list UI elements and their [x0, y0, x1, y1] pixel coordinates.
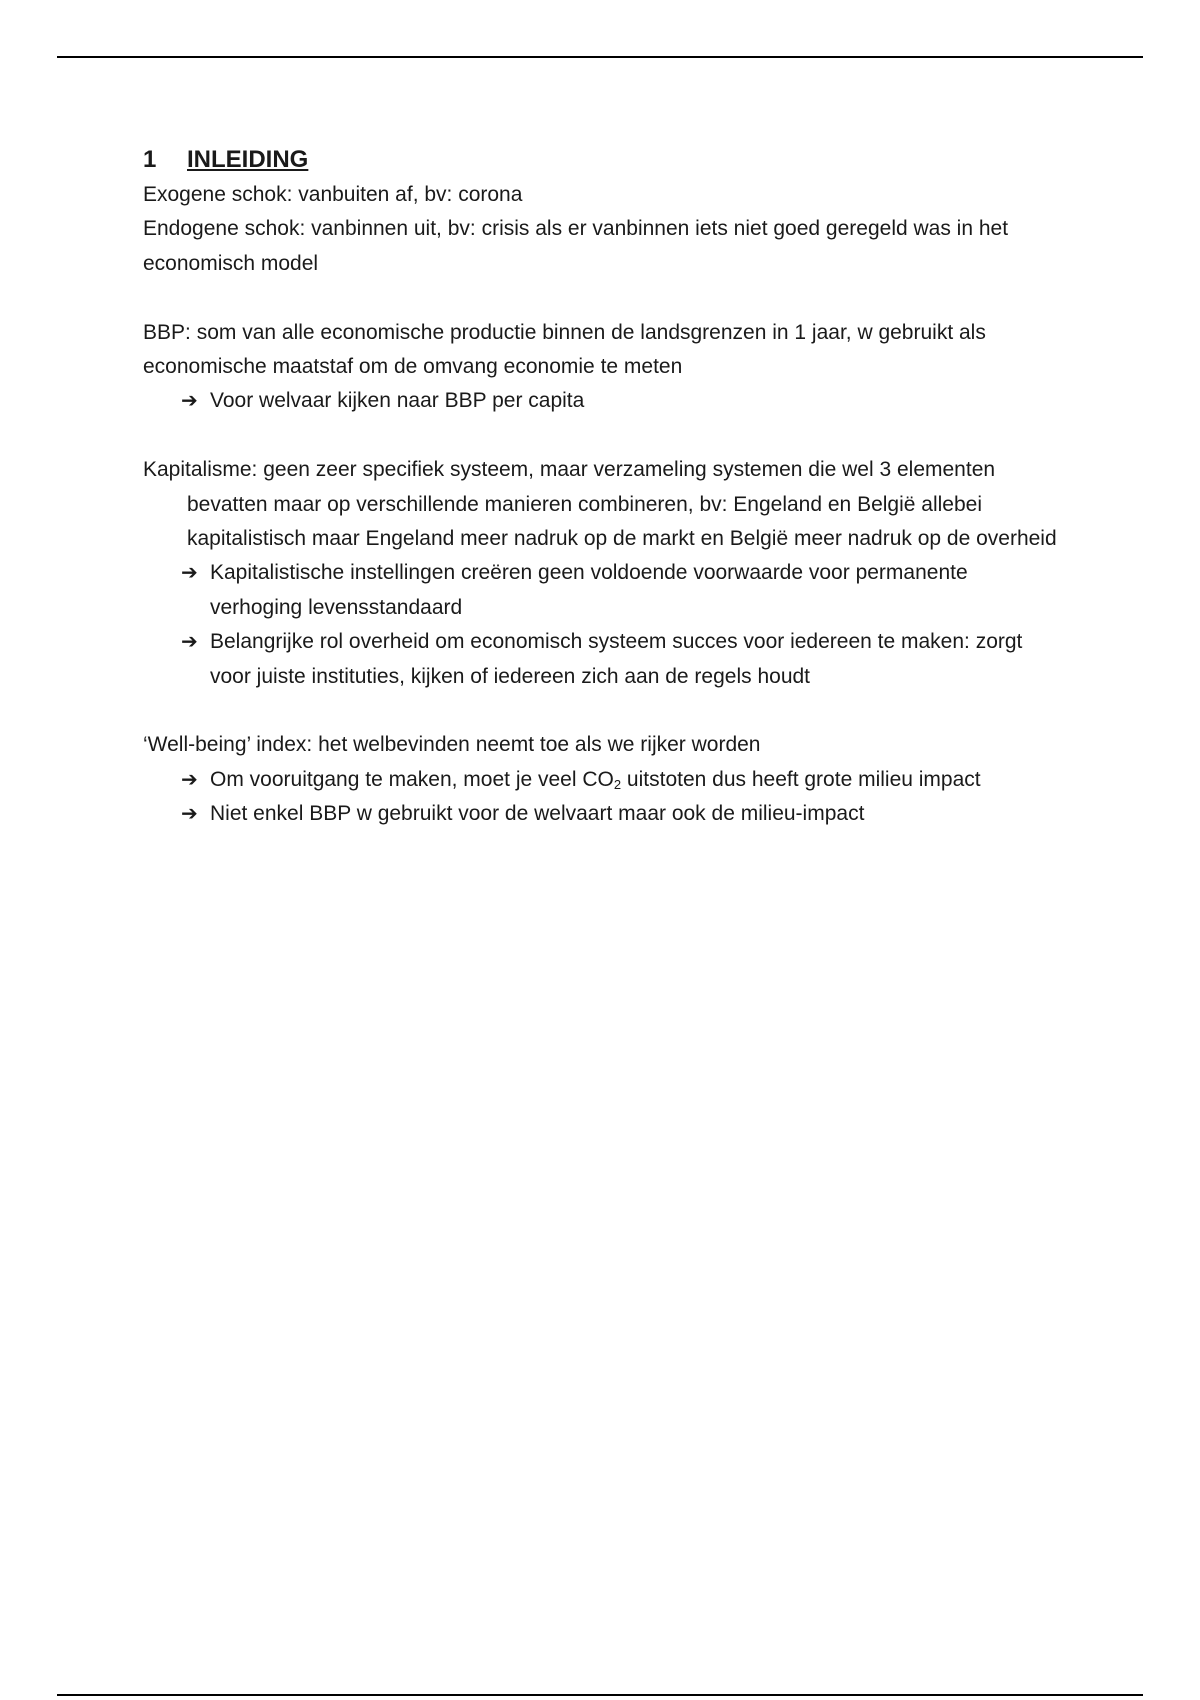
list-item — [143, 384, 1063, 418]
right-arrow-icon: ➔ — [181, 562, 198, 585]
list-item — [143, 556, 1063, 625]
co2-subscript: 2 — [613, 776, 622, 792]
right-arrow-icon: ➔ — [181, 631, 198, 654]
spacer — [143, 694, 1063, 728]
document-body — [143, 142, 1063, 832]
right-arrow-icon: ➔ — [181, 803, 198, 826]
list-item-text: Niet enkel BBP w gebruikt voor de welvaart maar ook de milieu-impact — [210, 802, 865, 826]
section-heading — [143, 142, 1063, 178]
right-arrow-icon: ➔ — [181, 390, 198, 413]
list-item-text: Kapitalistische instellingen creëren geen voldoende voorwaarde voor permanente verhoging levensstandaard — [210, 561, 968, 619]
list-item-text — [210, 763, 1063, 797]
section-number: 1 — [143, 146, 157, 173]
paragraph-bbp: BBP: som van alle economische productie binnen de landsgrenzen in 1 jaar, w gebruikt als economische maatstaf om de omvang economie te meten — [143, 320, 986, 379]
paragraph-endogene-schok: Endogene schok: vanbinnen uit, bv: crisis als er vanbinnen iets niet goed geregeld was in het economisch model — [143, 217, 1009, 275]
list-item — [143, 797, 1063, 831]
header-rule — [57, 56, 1143, 58]
list-item — [143, 625, 1063, 694]
spacer — [143, 419, 1063, 453]
right-arrow-icon: ➔ — [181, 768, 198, 791]
paragraph-kapitalisme: Kapitalisme: geen zeer specifiek systeem, maar verzameling systemen die wel 3 elementen bevatten maar op verschillende manieren combineren, bv: Engeland en België allebei kapitalistisch maar Engeland meer nadruk op de markt en België meer nadruk op de overheid — [143, 458, 1057, 551]
paragraph-exogene-schok: Exogene schok: vanbuiten af, bv: corona — [143, 183, 523, 206]
footer-rule — [57, 1694, 1143, 1696]
section-title: INLEIDING — [187, 146, 309, 173]
list-item-text: Voor welvaar kijken naar BBP per capita — [210, 389, 585, 413]
spacer — [143, 281, 1063, 315]
co2-text-before: Om vooruitgang te maken, moet je veel CO — [210, 767, 614, 791]
paragraph-well-being: ‘Well-being’ index: het welbevinden neemt toe als we rijker worden — [143, 733, 761, 757]
co2-text-after: uitstoten dus heeft grote milieu impact — [621, 767, 981, 791]
list-item-text: Belangrijke rol overheid om economisch systeem succes voor iedereen te maken: zorgt voor juiste instituties, kijken of iedereen zich aan de regels houdt — [210, 630, 1023, 688]
list-item — [143, 763, 1063, 797]
